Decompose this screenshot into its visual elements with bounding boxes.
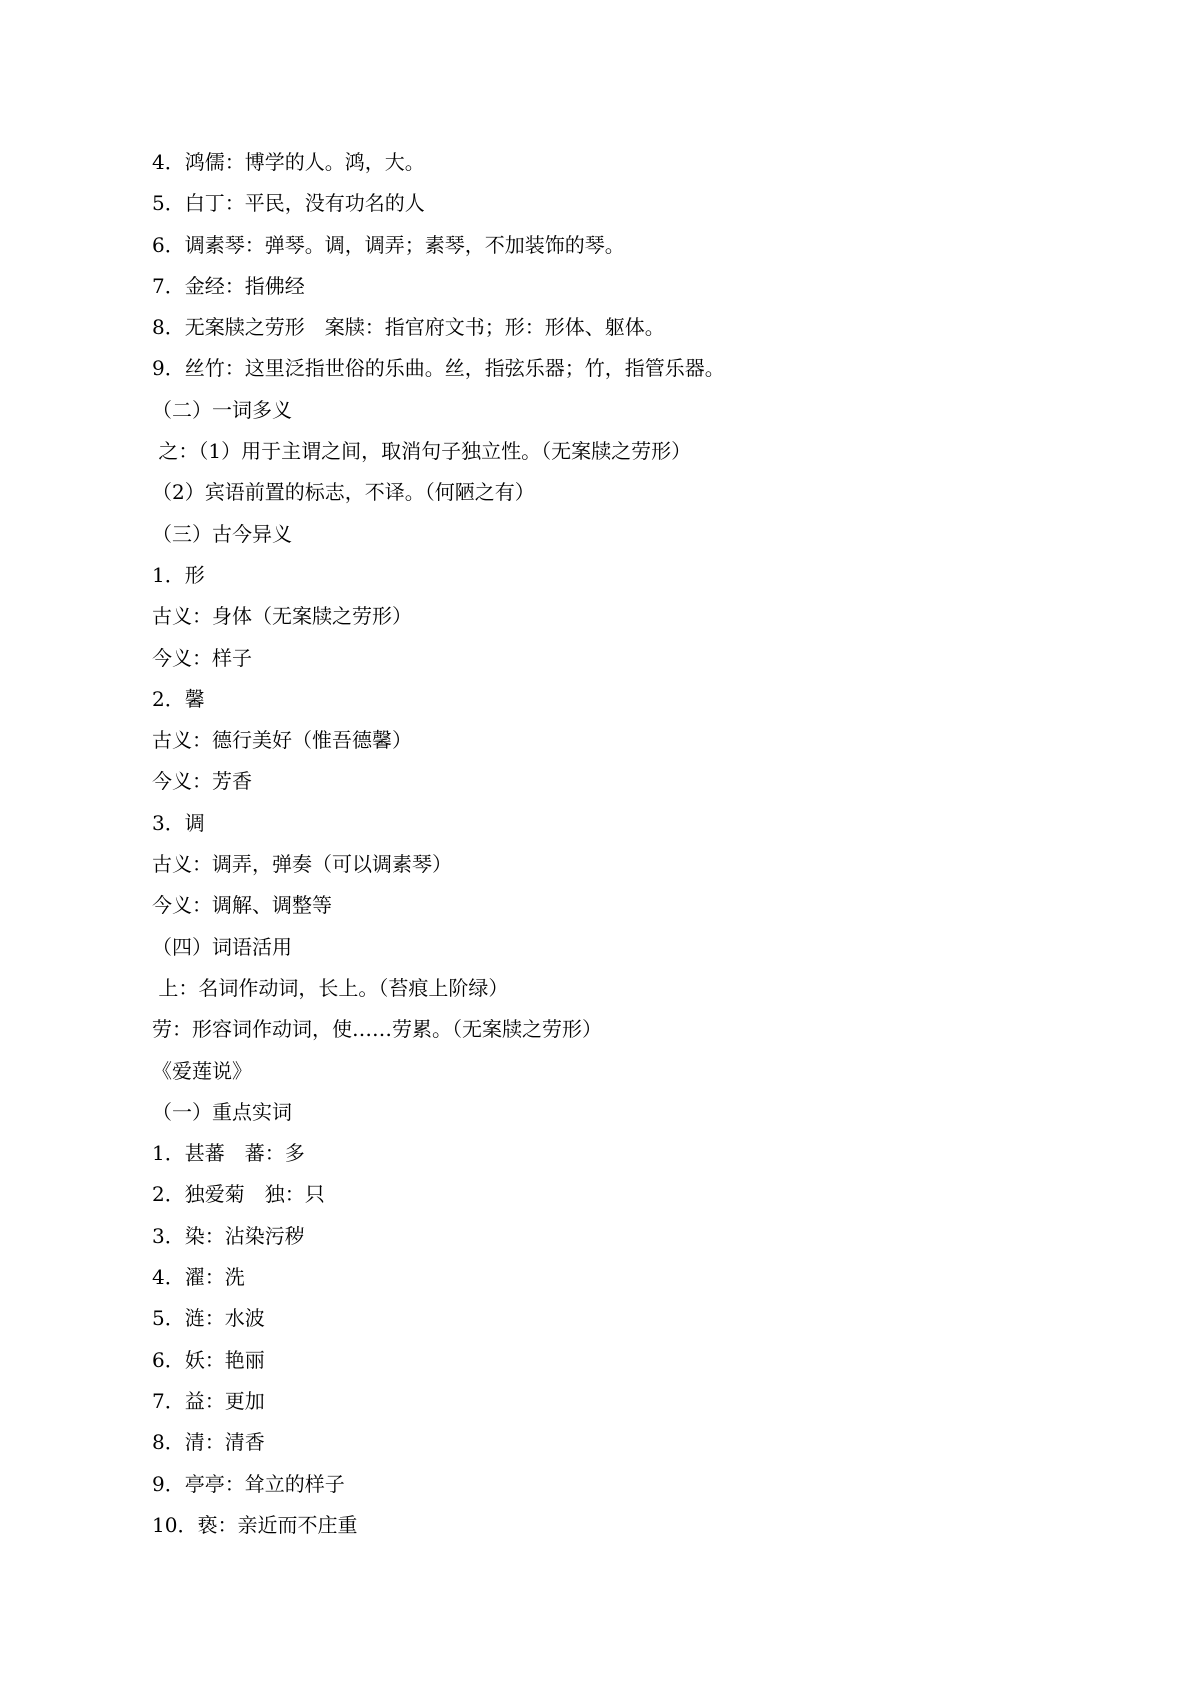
text-line: 5．白丁：平民，没有功名的人 bbox=[152, 191, 425, 216]
text-line: 劳：形容词作动词，使……劳累。（无案牍之劳形） bbox=[152, 1017, 602, 1042]
section-heading: （一）重点实词 bbox=[152, 1099, 292, 1124]
text-line: 5．涟：水波 bbox=[152, 1306, 265, 1331]
text-line: 10．亵：亲近而不庄重 bbox=[152, 1512, 358, 1537]
text-line: 上：名词作动词，长上。（苔痕上阶绿） bbox=[152, 975, 509, 1000]
text-line: 9．丝竹：这里泛指世俗的乐曲。丝，指弦乐器；竹，指管乐器。 bbox=[152, 356, 725, 381]
article-title: 《爱莲说》 bbox=[152, 1058, 252, 1083]
text-line: 2．独爱菊 独：只 bbox=[152, 1182, 325, 1207]
text-line: 9．亭亭：耸立的样子 bbox=[152, 1471, 345, 1496]
text-line: 今义：调解、调整等 bbox=[152, 893, 332, 918]
text-line: 6．调素琴：弹琴。调，调弄；素琴，不加装饰的琴。 bbox=[152, 232, 625, 257]
text-line: 7．金经：指佛经 bbox=[152, 273, 305, 298]
text-line: 3．调 bbox=[152, 810, 205, 835]
text-line: 8．清：清香 bbox=[152, 1430, 265, 1455]
text-line: （2）宾语前置的标志，不译。（何陋之有） bbox=[152, 480, 535, 505]
text-line: 4．鸿儒：博学的人。鸿，大。 bbox=[152, 150, 425, 174]
section-heading: （二）一词多义 bbox=[152, 397, 292, 422]
text-body bbox=[152, 142, 1112, 1546]
text-line: 2．馨 bbox=[152, 686, 205, 711]
text-line: 1．形 bbox=[152, 562, 205, 587]
text-line: 4．濯：洗 bbox=[152, 1265, 245, 1290]
text-line: 今义：样子 bbox=[152, 645, 252, 670]
text-line: 之：（1）用于主谓之间，取消句子独立性。（无案牍之劳形） bbox=[152, 439, 692, 464]
text-line: 古义：调弄，弹奏（可以调素琴） bbox=[152, 852, 452, 877]
text-line: 3．染：沾染污秽 bbox=[152, 1223, 305, 1248]
text-line: 今义：芳香 bbox=[152, 769, 252, 794]
section-heading: （四）词语活用 bbox=[152, 934, 292, 959]
text-line: 7．益：更加 bbox=[152, 1388, 265, 1413]
text-line: 6．妖：艳丽 bbox=[152, 1347, 265, 1372]
text-line: 1．甚蕃 蕃：多 bbox=[152, 1141, 305, 1166]
section-heading: （三）古今异义 bbox=[152, 521, 292, 546]
text-line: 古义：德行美好（惟吾德馨） bbox=[152, 728, 412, 753]
text-line: 8．无案牍之劳形 案牍：指官府文书；形：形体、躯体。 bbox=[152, 315, 665, 340]
text-line: 古义：身体（无案牍之劳形） bbox=[152, 604, 412, 629]
